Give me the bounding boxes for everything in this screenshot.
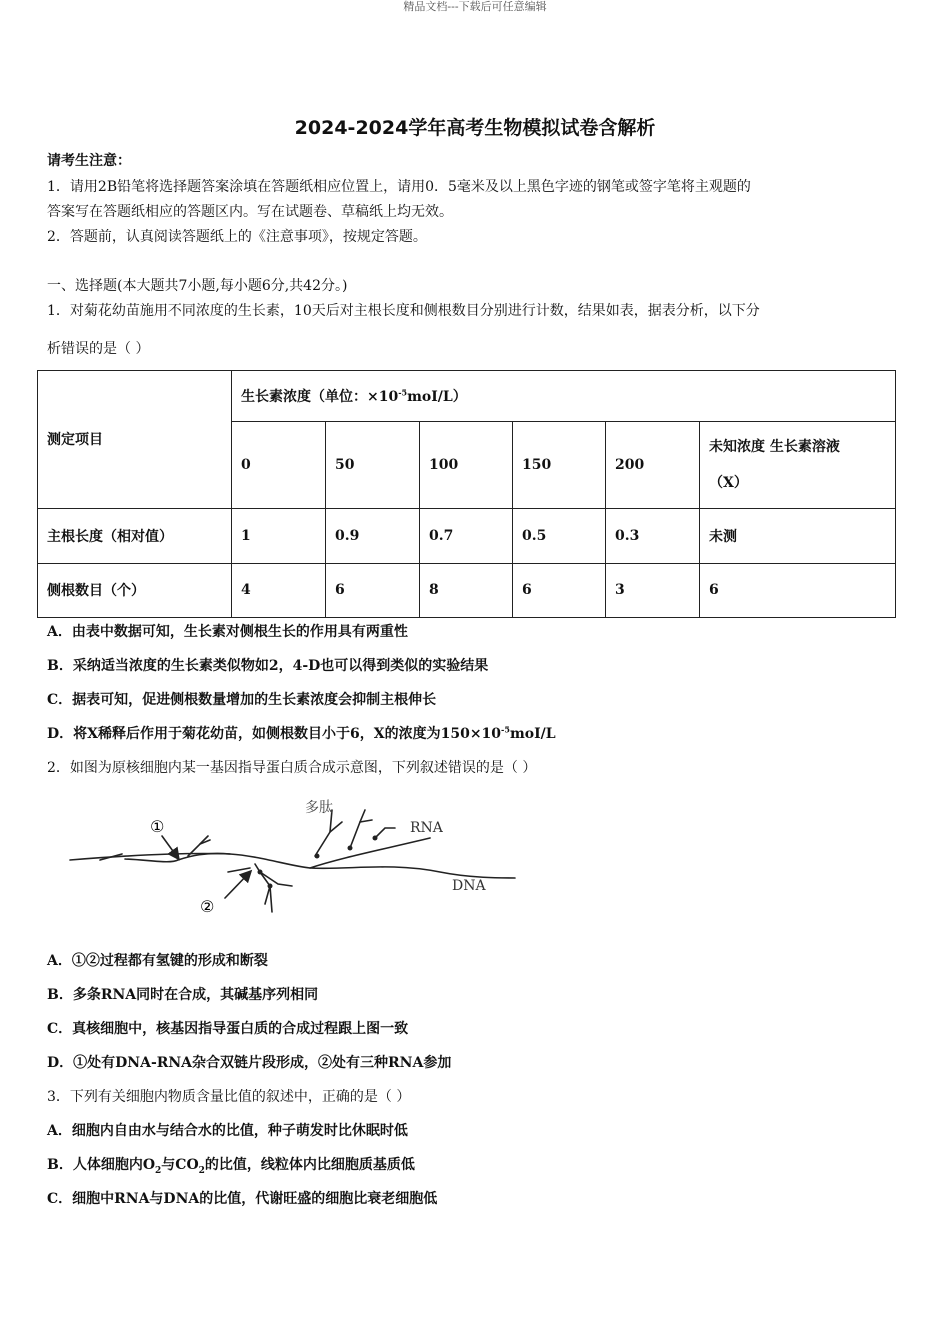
table-cell: 0.3 (606, 508, 700, 563)
unknown-conc-cell: 未知浓度 生长素溶液 （X） (700, 422, 896, 508)
table-cell: 0.7 (420, 508, 513, 563)
q2-option-c: C．真核细胞中，核基因指导蛋白质的合成过程跟上图一致 (47, 1021, 409, 1037)
q1-option-a: A．由表中数据可知，生长素对侧根生长的作用具有两重性 (47, 624, 408, 640)
label-dna: DNA (452, 878, 486, 894)
table-cell: 3 (606, 563, 700, 617)
q2-option-b: B．多条RNA同时在合成，其碱基序列相同 (47, 987, 319, 1003)
transcription-translation-diagram (60, 792, 530, 922)
polymerase-dot (258, 870, 263, 875)
table-cell: 6 (700, 563, 896, 617)
table-cell: 0.9 (326, 508, 420, 563)
q1-option-d: D．将X稀释后作用于菊花幼苗，如侧根数目小于6，X的浓度为$150\times 10^{-5}moI/L$ (47, 724, 556, 742)
label-peptide: 多肽 (305, 800, 333, 816)
polymerase-dot (268, 884, 273, 889)
ribosome-dot (315, 854, 320, 859)
table-row-label: 侧根数目（个） (38, 563, 232, 617)
conc-cell: 50 (326, 422, 420, 508)
q2-option-d: D．①处有DNA-RNA杂合双链片段形成，②处有三种RNA参加 (47, 1055, 452, 1071)
q1-option-c: C．据表可知，促进侧根数量增加的生长素浓度会抑制主根伸长 (47, 692, 437, 708)
label-2: ② (200, 897, 215, 916)
conc-cell: 100 (420, 422, 513, 508)
page-title: 2024-2024学年高考生物模拟试卷含解析 (294, 117, 656, 139)
q3-option-a: A．细胞内自由水与结合水的比值，种子萌发时比休眠时低 (47, 1123, 408, 1139)
section-title: 一、选择题(本大题共7小题,每小题6分,共42分。) (47, 278, 348, 294)
q1-option-b: B．采纳适当浓度的生长素类似物如2，4-D也可以得到类似的实验结果 (47, 658, 489, 674)
table-cell: 8 (420, 563, 513, 617)
label-rna: RNA (410, 820, 443, 836)
table-cell: 1 (232, 508, 326, 563)
table-cell: 未测 (700, 508, 896, 563)
ribosome-dot (373, 836, 378, 841)
table-cell: 4 (232, 563, 326, 617)
page-header: 精品文档---下载后可任意编辑 (403, 0, 547, 13)
concentration-group-header: 生长素浓度（单位：$\times 10^{-5}moI/L$） (232, 371, 896, 422)
arrow-2 (225, 872, 250, 898)
q1-stem-line-2: 析错误的是（ ） (47, 341, 150, 357)
peptide-chains (315, 810, 332, 856)
table-cell: 0.5 (513, 508, 606, 563)
notice-item-1-line-1: 1．请用2B铅笔将选择题答案涂填在答题纸相应位置上，请用0．5毫米及以上黑色字迹的钢笔或签字笔将主观题的 (47, 179, 751, 195)
conc-cell: 0 (232, 422, 326, 508)
table-cell: 6 (326, 563, 420, 617)
conc-cell: 200 (606, 422, 700, 508)
row-header: 测定项目 (38, 371, 232, 509)
rna-strand-right (310, 838, 430, 868)
table-cell: 6 (513, 563, 606, 617)
ribosome-dot (348, 846, 353, 851)
q1-stem-line-1: 1．对菊花幼苗施用不同浓度的生长素，10天后对主根长度和侧根数目分别进行计数，结果如表，据表分析，以下分 (47, 303, 760, 319)
notice-item-2: 2．答题前，认真阅读答题纸上的《注意事项》，按规定答题。 (47, 229, 427, 245)
table-row-label: 主根长度（相对值） (38, 508, 232, 563)
q2-option-a: A．①②过程都有氢键的形成和断裂 (47, 953, 268, 969)
dna-strand (70, 853, 515, 878)
q3-stem: 3．下列有关细胞内物质含量比值的叙述中，正确的是（ ） (47, 1089, 411, 1105)
label-1: ① (150, 817, 165, 836)
q2-stem: 2．如图为原核细胞内某一基因指导蛋白质合成示意图，下列叙述错误的是（ ） (47, 760, 537, 776)
q3-option-c: C．细胞中RNA与DNA的比值，代谢旺盛的细胞比衰老细胞低 (47, 1191, 438, 1207)
q3-option-b: B．人体细胞内$O_2$与$CO_2$的比值，线粒体内比细胞质基质低 (47, 1157, 415, 1176)
notice-item-1-line-2: 答案写在答题纸相应的答题区内。写在试题卷、草稿纸上均无效。 (47, 204, 453, 220)
conc-cell: 150 (513, 422, 606, 508)
q1-data-table (37, 370, 896, 618)
notice-heading: 请考生注意： (47, 153, 131, 169)
